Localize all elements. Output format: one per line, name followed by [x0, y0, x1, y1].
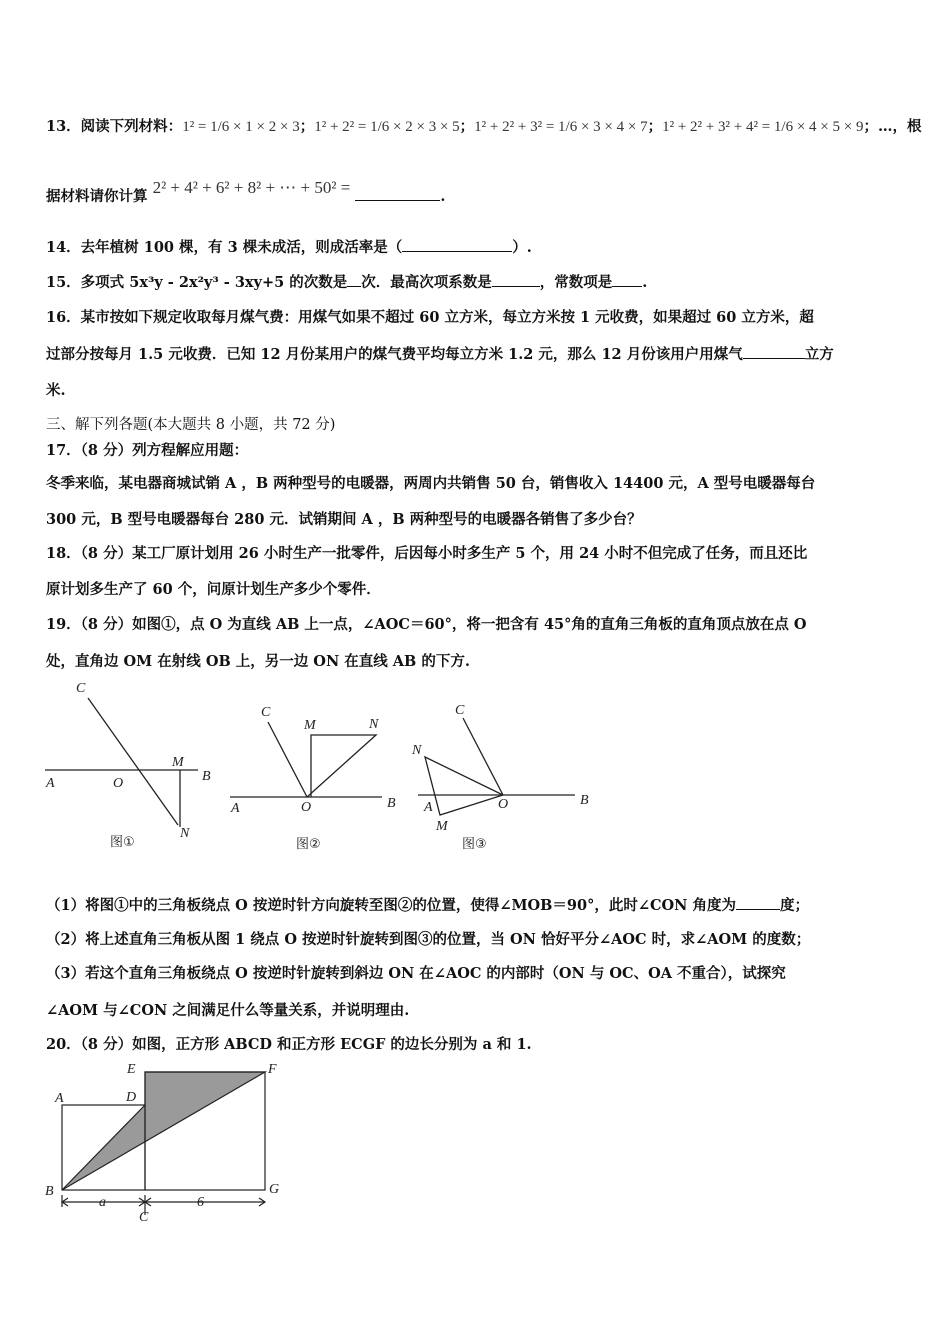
label-g: G: [269, 1182, 280, 1197]
q19-part3-line2: ∠AOM 与∠CON 之间满足什么等量关系，并说明理由.: [46, 1002, 410, 1019]
tail: ；…，根: [863, 118, 922, 135]
shaded-region: [62, 1072, 265, 1190]
label-c: C: [261, 705, 271, 720]
sep: ；: [299, 118, 315, 135]
sep: ；: [647, 118, 663, 135]
label-b: B: [387, 796, 396, 811]
label-d: D: [126, 1090, 137, 1105]
label-c: C: [455, 703, 465, 718]
label-c: C: [139, 1210, 149, 1225]
answer-blank[interactable]: [743, 344, 805, 359]
label-b: B: [45, 1184, 54, 1199]
label-o: O: [498, 797, 509, 812]
question-17-title: 17．（8 分）列方程解应用题：: [46, 442, 249, 459]
question-14: [46, 236, 532, 257]
q15-text: 15．多项式 5x³y - 2x²y³ - 3xy+5 的次数是: [46, 274, 348, 291]
label-f: F: [268, 1062, 277, 1077]
label-e: E: [127, 1062, 136, 1077]
label-a: A: [55, 1091, 64, 1106]
q19-part3-line1: （3）若这个直角三角板绕点 O 按逆时针旋转到斜边 ON 在∠AOC 的内部时（ON 与 OC、OA 不重合），试探究: [46, 965, 786, 982]
label-b: B: [202, 769, 211, 784]
question-15: [46, 271, 647, 292]
label-length-a: a: [99, 1195, 106, 1210]
sep: ；: [459, 118, 475, 135]
label-n: N: [369, 717, 379, 732]
q13-text: 据材料请你计算: [46, 188, 148, 205]
formula: 1² + 2² = 1/6 × 2 × 3 × 5: [314, 119, 460, 135]
question-19-line2: 处，直角边 OM 在射线 OB 上，另一边 ON 在直线 AB 的下方.: [46, 653, 470, 670]
q19-part1-end: 度；: [779, 897, 809, 914]
label-n: N: [412, 743, 422, 758]
section-heading: 三、解下列各题(本大题共 8 小题，共 72 分): [46, 417, 336, 433]
figure-caption: 图①: [110, 835, 135, 850]
question-13-line1: [46, 115, 921, 136]
q19-part1-text: （1）将图①中的三角板绕点 O 按逆时针方向旋转至图②的位置，使得∠MOB＝90°，此时∠CON 角度为: [46, 897, 736, 914]
q16-text: 过部分按每月 1.5 元收费．已知 12 月份某用户的煤气费平均每立方米 1.2 元，那么 12 月份该用户用煤气: [46, 346, 743, 363]
label-a: A: [424, 800, 433, 815]
answer-blank[interactable]: [347, 272, 361, 287]
question-19-line1: 19．（8 分）如图①，点 O 为直线 AB 上一点，∠AOC＝60°，将一把含有 45°角的直角三角板的直角顶点放在点 O: [46, 616, 807, 633]
figure-2: [230, 722, 382, 797]
question-20: 20．（8 分）如图，正方形 ABCD 和正方形 ECGF 的边长分别为 a 和 1.: [46, 1036, 532, 1053]
label-o: O: [301, 800, 312, 815]
q19-part2: （2）将上述直角三角板从图 1 绕点 O 按逆时针旋转到图③的位置，当 ON 恰好平分∠AOC 时，求∠AOM 的度数；: [46, 931, 811, 948]
label-c: C: [76, 681, 86, 696]
question-18-line1: 18．（8 分）某工厂原计划用 26 小时生产一批零件，后因每小时多生产 5 个，用 24 小时不但完成了任务，而且还比: [46, 545, 808, 562]
label-b: B: [580, 793, 589, 808]
figure-caption: 图②: [296, 837, 321, 852]
question-16-line3: 米.: [46, 382, 66, 399]
label-a: A: [231, 801, 240, 816]
question-17-line1: 冬季来临，某电器商城试销 A ，B 两种型号的电暖器，两周内共销售 50 台，销售收入 14400 元，A 型号电暖器每台: [46, 475, 816, 492]
q19-figures: [0, 670, 620, 860]
formula: 1² = 1/6 × 1 × 2 × 3: [182, 119, 300, 135]
answer-blank[interactable]: [492, 272, 540, 287]
q20-figure: [0, 1055, 320, 1230]
period: .: [440, 188, 446, 205]
label-m: M: [172, 755, 184, 770]
question-13-line2: [46, 178, 446, 206]
question-16-line1: 16．某市按如下规定收取每月煤气费：用煤气如果不超过 60 立方米，每立方米按 1 元收费，如果超过 60 立方米，超: [46, 309, 814, 326]
formula: 1² + 2² + 3² = 1/6 × 3 × 4 × 7: [474, 119, 648, 135]
label-a: A: [46, 776, 55, 791]
q16-text: 立方: [804, 346, 834, 363]
q15-text: 次．最高次项系数是: [361, 274, 492, 291]
label-o: O: [113, 776, 124, 791]
question-17-line2: 300 元，B 型号电暖器每台 280 元．试销期间 A ，B 两种型号的电暖器各销售了多少台？: [46, 511, 642, 528]
label-length-6: 6: [197, 1195, 204, 1210]
question-16-line2: [46, 343, 834, 364]
formula: 1² + 2² + 3² + 4² = 1/6 × 4 × 5 × 9: [662, 119, 864, 135]
q15-text: .: [642, 274, 648, 291]
answer-blank[interactable]: [612, 272, 642, 287]
q14-text: 14．去年植树 100 棵，有 3 棵未成活，则成活率是（: [46, 239, 403, 256]
figure-3: [418, 718, 575, 815]
figure-caption: 图③: [462, 837, 487, 852]
q19-part1: [46, 894, 809, 915]
label-m: M: [304, 718, 316, 733]
q15-text: ，常数项是: [539, 274, 613, 291]
label-m: M: [436, 819, 448, 834]
answer-blank[interactable]: [402, 237, 512, 252]
answer-blank[interactable]: [355, 186, 440, 201]
q13-expression: 2² + 4² + 6² + 8² + ⋯ + 50² =: [152, 178, 351, 197]
answer-blank[interactable]: [736, 895, 780, 910]
q13-label: 13．阅读下列材料：: [46, 118, 183, 135]
label-n: N: [180, 826, 190, 841]
question-18-line2: 原计划多生产了 60 个，问原计划生产多少个零件．: [46, 581, 381, 598]
q14-end: ）.: [512, 239, 532, 256]
